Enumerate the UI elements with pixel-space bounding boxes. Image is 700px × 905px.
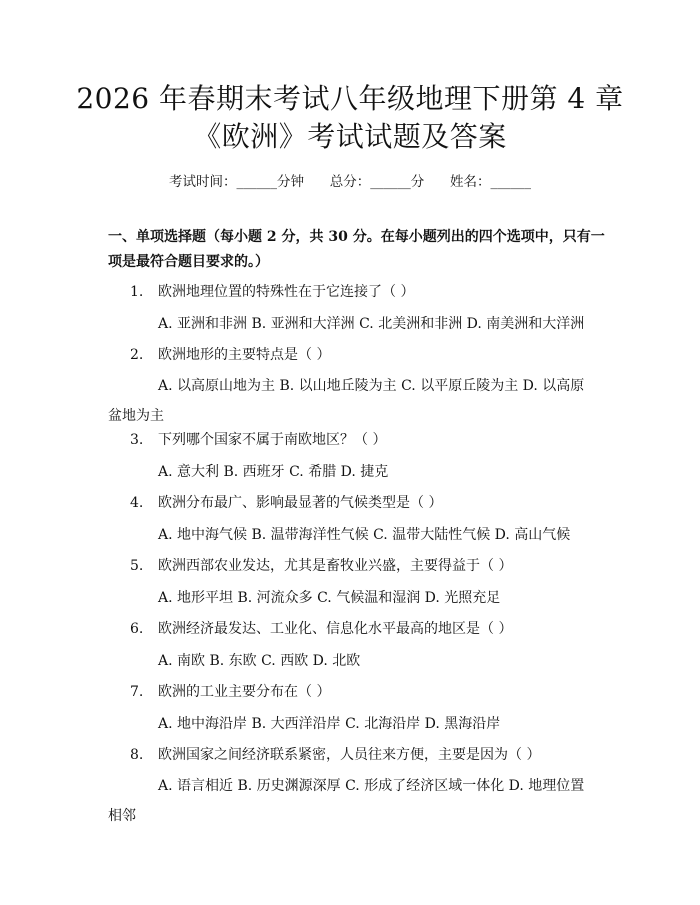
- exam-title-line-2: 《欧洲》考试试题及答案: [193, 120, 507, 153]
- question-text: 欧洲国家之间经济联系紧密，人员往来方便，主要是因为（ ）: [158, 747, 541, 763]
- question-number: 2.: [130, 347, 144, 363]
- question-5: [130, 556, 512, 576]
- question-1-options: A. 亚洲和非洲 B. 亚洲和大洋洲 C. 北美洲和非洲 D. 南美洲和大洋洲: [158, 316, 585, 332]
- question-8: [130, 745, 540, 765]
- question-6-options: A. 南欧 B. 东欧 C. 西欧 D. 北欧: [158, 653, 361, 669]
- question-4: [130, 493, 442, 513]
- exam-title-line-1: 2026 年春期末考试八年级地理下册第 4 章: [76, 82, 624, 115]
- question-8-options: A. 语言相近 B. 历史渊源深厚 C. 形成了经济区域一体化 D. 地理位置相邻: [108, 778, 585, 824]
- question-number: 1.: [130, 284, 144, 300]
- question-text: 欧洲地形的主要特点是（ ）: [158, 347, 331, 363]
- question-3-options: A. 意大利 B. 西班牙 C. 希腊 D. 捷克: [158, 464, 389, 480]
- question-4-options: A. 地中海气候 B. 温带海洋性气候 C. 温带大陆性气候 D. 高山气候: [158, 527, 571, 543]
- question-text: 欧洲的工业主要分布在（ ）: [158, 684, 331, 700]
- question-text: 下列哪个国家不属于南欧地区？（ ）: [158, 432, 387, 448]
- question-3: [130, 430, 386, 450]
- question-number: 7.: [130, 684, 144, 700]
- question-number: 4.: [130, 495, 144, 511]
- question-text: 欧洲经济最发达、工业化、信息化水平最高的地区是（ ）: [158, 621, 513, 637]
- exam-meta-info: 考试时间：______分钟 总分：______分 姓名：______: [169, 174, 531, 190]
- question-7-options: A. 地中海沿岸 B. 大西洋沿岸 C. 北海沿岸 D. 黑海沿岸: [158, 716, 501, 732]
- question-number: 5.: [130, 558, 144, 574]
- question-5-options: A. 地形平坦 B. 河流众多 C. 气候温和湿润 D. 光照充足: [158, 590, 501, 606]
- question-number: 3.: [130, 432, 144, 448]
- question-2-options: A. 以高原山地为主 B. 以山地丘陵为主 C. 以平原丘陵为主 D. 以高原盆地为主: [108, 378, 585, 424]
- section-heading: 一、单项选择题（每小题 2 分，共 30 分。在每小题列出的四个选项中，只有一项是最符合题目要求的。）: [108, 229, 605, 270]
- question-number: 6.: [130, 621, 144, 637]
- question-number: 8.: [130, 747, 144, 763]
- question-7: [130, 682, 330, 702]
- question-1: [130, 282, 414, 302]
- question-text: 欧洲地理位置的特殊性在于它连接了（ ）: [158, 284, 415, 300]
- question-2: [130, 345, 330, 365]
- question-text: 欧洲分布最广、影响最显著的气候类型是（ ）: [158, 495, 443, 511]
- question-text: 欧洲西部农业发达，尤其是畜牧业兴盛，主要得益于（ ）: [158, 558, 513, 574]
- question-6: [130, 619, 512, 639]
